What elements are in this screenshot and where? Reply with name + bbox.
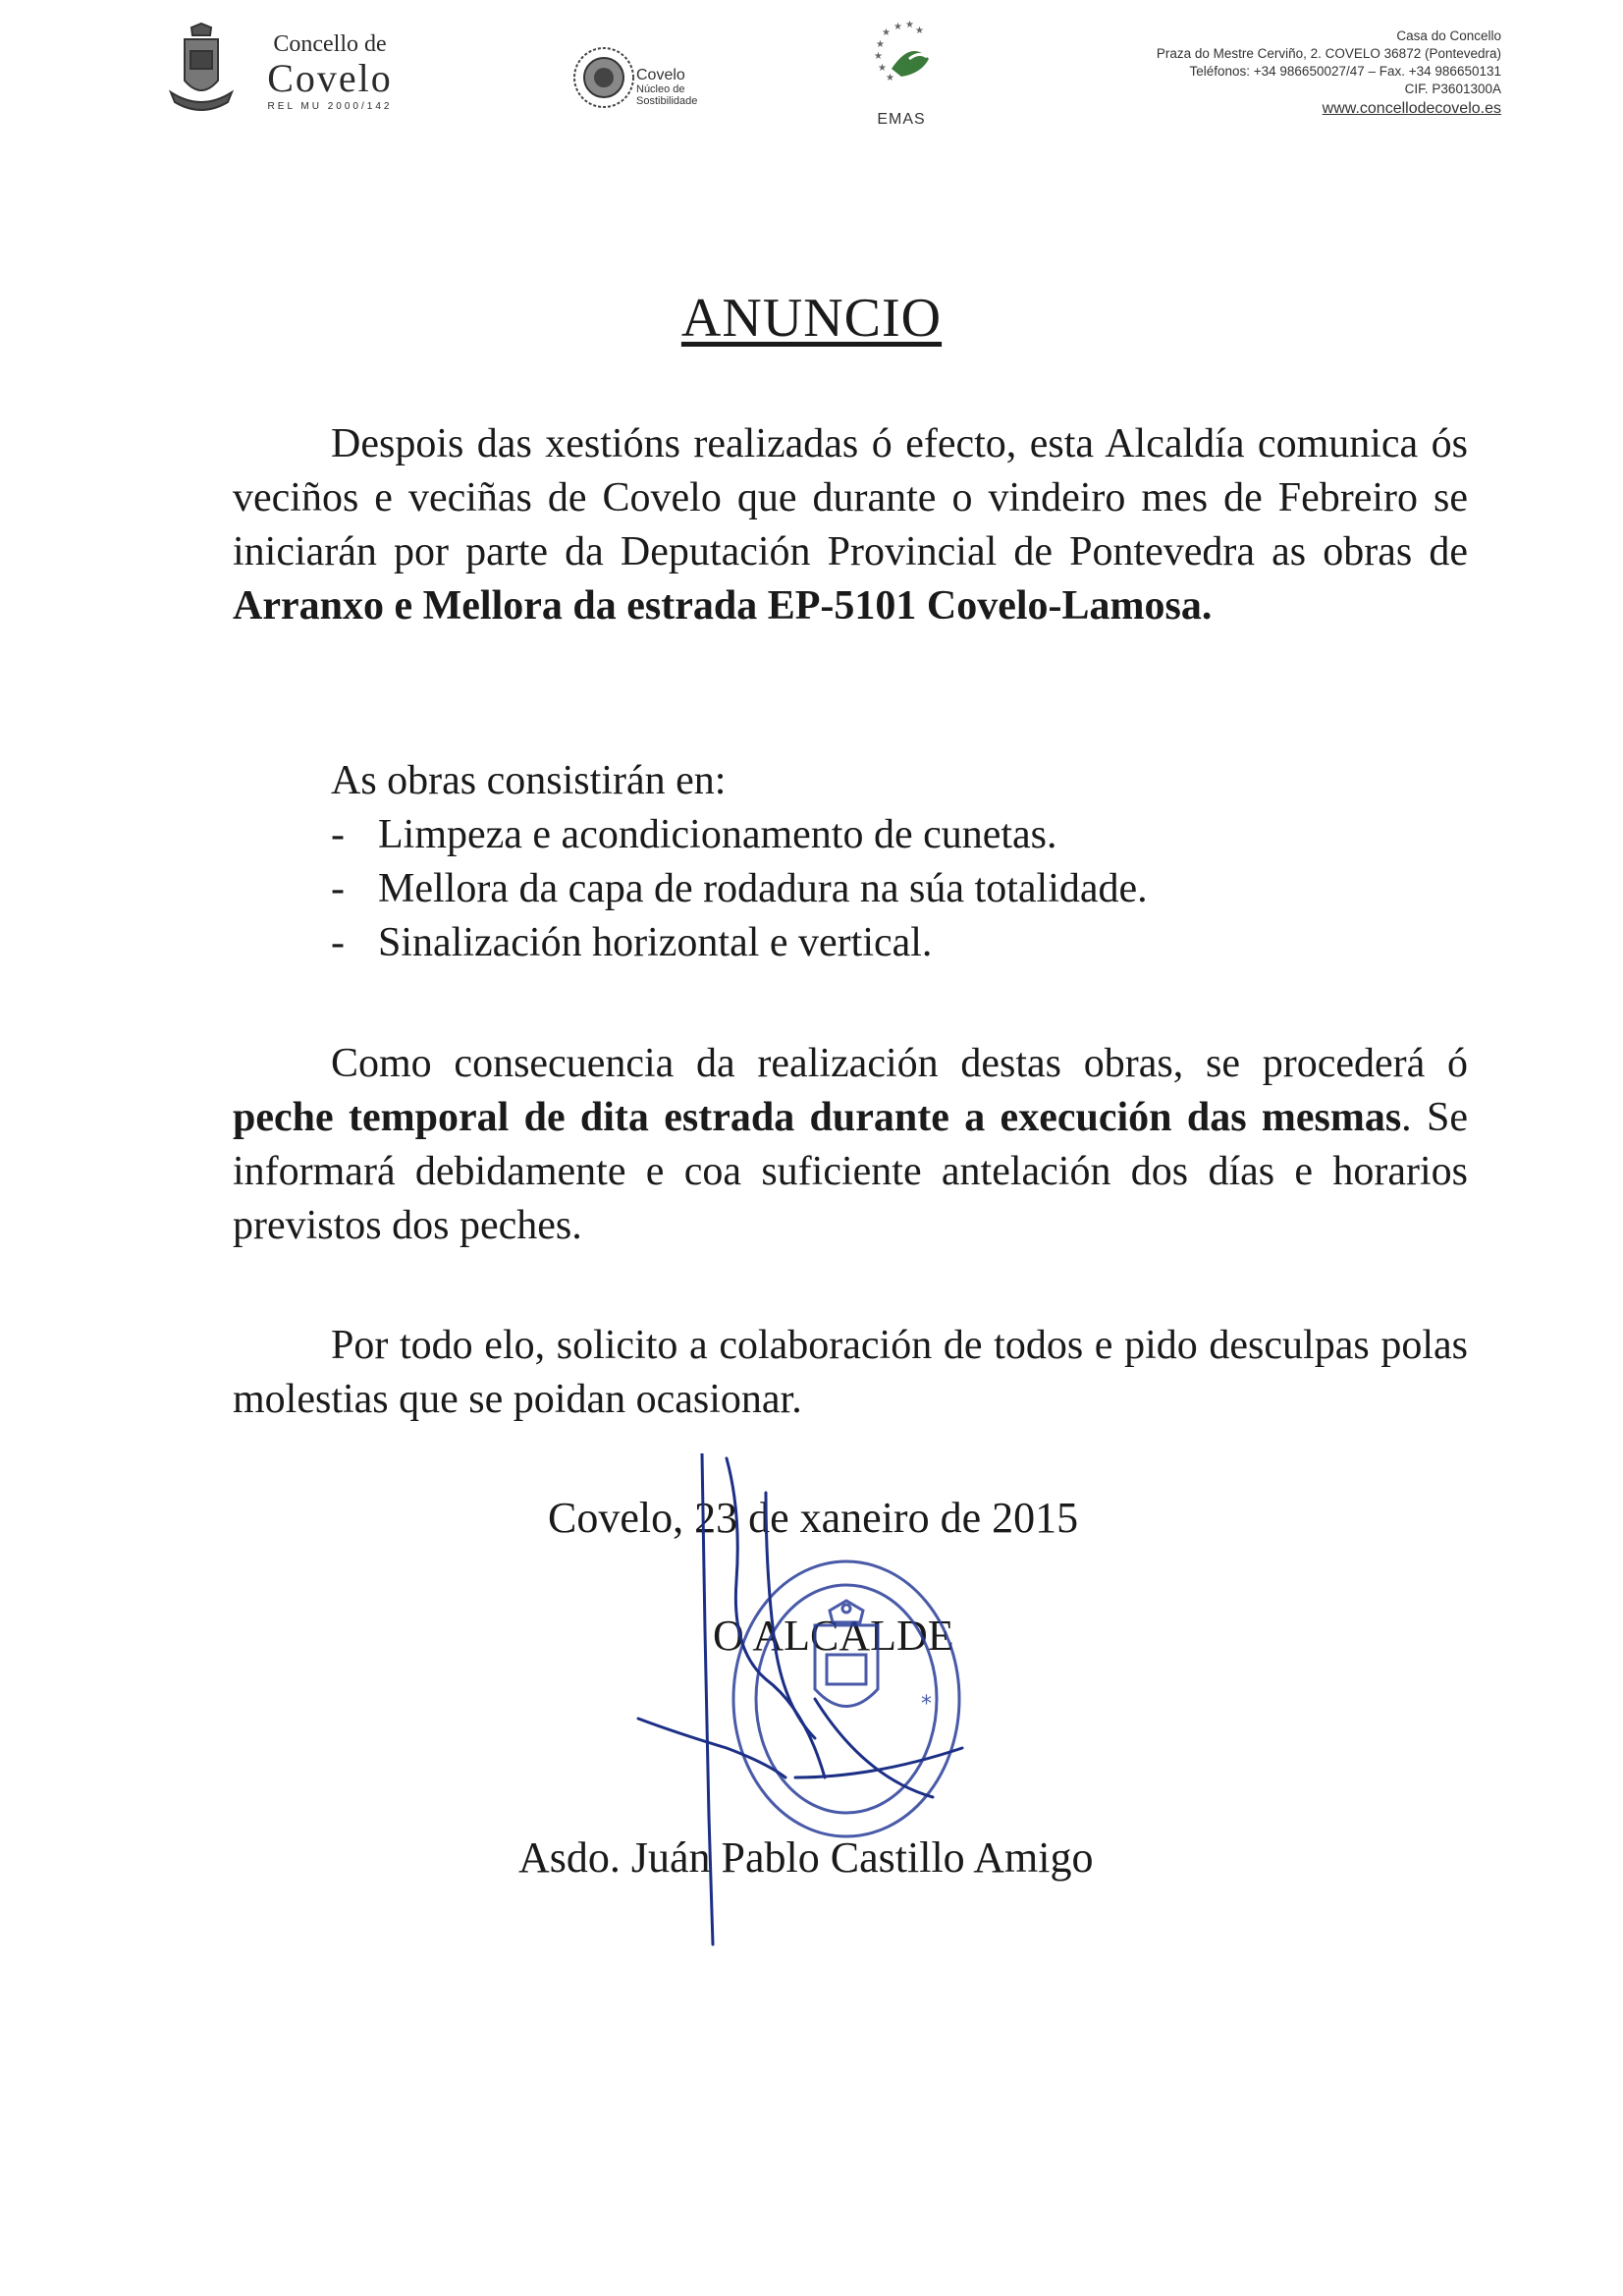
seal-line-1: Covelo: [636, 67, 685, 83]
list-intro: As obras consistirán en:: [331, 758, 727, 803]
works-list-section: [233, 754, 1468, 970]
closure-text-a: Como consecuencia da realización destas obras, se procederá ó: [331, 1041, 1468, 1086]
list-item: - Mellora da capa de rodadura na súa totalidade.: [331, 866, 1148, 911]
org-line-2: Covelo: [267, 56, 393, 100]
apology-text: Por todo elo, solicito a colaboración de todos e pido desculpas polas molestias que se poidan ocasionar.: [233, 1323, 1468, 1422]
paragraph-apology: [233, 1319, 1468, 1427]
contact-cif: CIF. P3601300A: [1404, 82, 1501, 96]
seal-text: [636, 67, 697, 107]
signatory-name: Asdo. Juán Pablo Castillo Amigo: [518, 1833, 1094, 1882]
contact-address: Praza do Mestre Cerviño, 2. COVELO 36872 (Pontevedra): [1156, 46, 1501, 61]
sustainability-seal: [571, 37, 729, 136]
svg-text:★: ★: [893, 22, 902, 32]
list-item: - Sinalización horizontal e vertical.: [331, 920, 933, 965]
paragraph-closure: [233, 1037, 1468, 1253]
document-title: ANUNCIO: [680, 288, 943, 349]
seal-line-2: Núcleo de: [636, 83, 685, 95]
emas-logo: [852, 20, 950, 128]
intro-text: Despois das xestións realizadas ó efecto, esta Alcaldía comunica ós veciños e veciñas de Covelo que durante o vindeiro mes de Febreiro se iniciarán por parte da Deputación Provincial de Pontevedra as obras de: [233, 421, 1468, 574]
svg-text:★: ★: [915, 26, 924, 36]
seal-line-3: Sostibilidade: [636, 95, 698, 107]
place-date: Covelo, 23 de xaneiro de 2015: [548, 1494, 1079, 1542]
municipality-name: [251, 31, 408, 114]
org-line-1: Concello de: [273, 31, 387, 57]
eu-stars-icon: [872, 20, 931, 83]
contact-phones: Teléfonos: +34 986650027/47 – Fax. +34 986650131: [1189, 64, 1501, 79]
svg-text:*: *: [921, 1692, 932, 1717]
emas-label: EMAS: [877, 111, 926, 128]
covelo-coat-of-arms-logo: [167, 22, 236, 124]
works-list: [233, 808, 1468, 970]
svg-text:★: ★: [878, 63, 887, 74]
official-stamp-and-signature: [619, 1453, 992, 1964]
list-item: - Limpeza e acondicionamento de cunetas.: [331, 812, 1057, 857]
org-line-3: REL MU 2000/142: [267, 101, 393, 112]
website-link[interactable]: www.concellodecovelo.es: [1322, 100, 1501, 117]
closure-bold-text: peche temporal de dita estrada durante a execución das mesmas: [233, 1095, 1402, 1140]
svg-text:★: ★: [876, 39, 885, 50]
paragraph-intro: [233, 417, 1468, 633]
svg-text:★: ★: [886, 73, 894, 83]
svg-text:★: ★: [874, 51, 883, 62]
contact-line-1: Casa do Concello: [1396, 28, 1501, 43]
svg-text:★: ★: [905, 20, 914, 30]
intro-bold-text: Arranxo e Mellora da estrada EP-5101 Covelo-Lamosa.: [233, 583, 1213, 629]
svg-text:★: ★: [882, 27, 891, 38]
sustainability-seal-icon: [571, 45, 636, 110]
closure-text-c: . Se informará debidamente e coa suficiente antelación dos días e horarios previstos dos peches.: [233, 1095, 1468, 1248]
signatory-role: O ALCALDE: [713, 1612, 954, 1660]
contact-block: [1157, 27, 1501, 120]
